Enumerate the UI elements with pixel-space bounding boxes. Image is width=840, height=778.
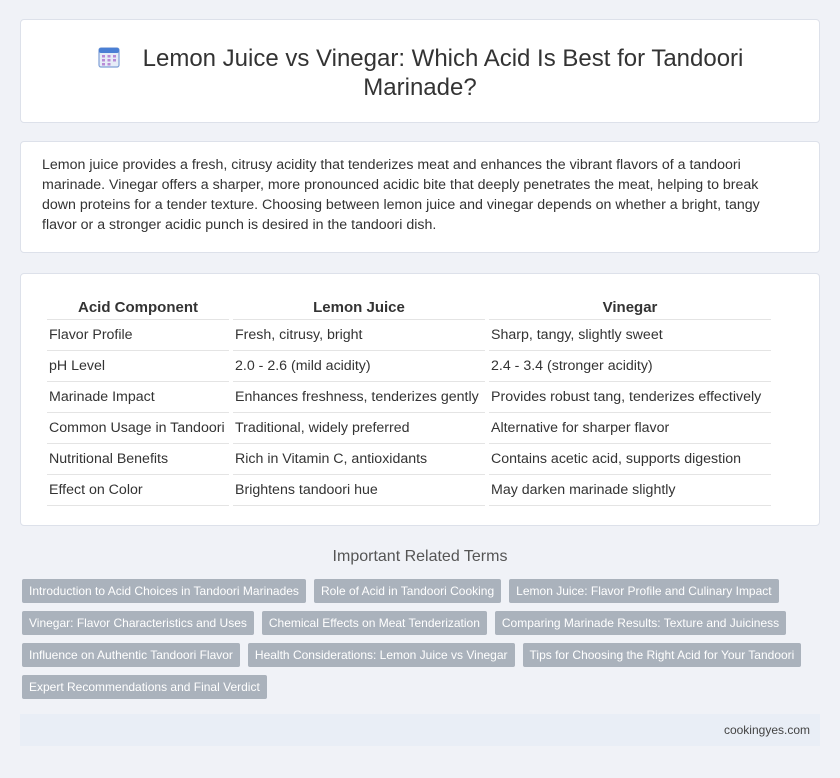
related-term-tag[interactable]: Lemon Juice: Flavor Profile and Culinary Impact: [509, 579, 778, 603]
related-terms-list: [22, 579, 818, 707]
comparison-card: [20, 273, 820, 526]
footer-site[interactable]: cookingyes.com: [723, 723, 810, 737]
table-row: [47, 413, 771, 444]
related-term-tag[interactable]: Comparing Marinade Results: Texture and Juiciness: [495, 611, 786, 635]
comparison-table: [43, 296, 775, 506]
table-cell: May darken marinade slightly: [489, 475, 771, 506]
table-header-cell: Acid Component: [47, 296, 229, 320]
intro-text: Lemon juice provides a fresh, citrusy acidity that tenderizes meat and enhances the vibrant flavors of a tandoori marinade. Vinegar offers a sharper, more pronounced acidic bite that deeply penetrates the meat, helping to break down proteins for a tender texture. Choosing between lemon juice and vinegar depends on whether a bright, tangy flavor or a stronger acidic punch is desired in the tandoori dish.: [42, 157, 760, 233]
table-row: [47, 382, 771, 413]
table-cell: Brightens tandoori hue: [233, 475, 485, 506]
footer: [20, 714, 820, 746]
table-row: [47, 320, 771, 351]
related-term-tag[interactable]: Tips for Choosing the Right Acid for Your Tandoori: [523, 643, 802, 667]
related-term-tag[interactable]: Health Considerations: Lemon Juice vs Vinegar: [248, 643, 515, 667]
table-cell: pH Level: [47, 351, 229, 382]
table-cell: Effect on Color: [47, 475, 229, 506]
page-title: Lemon Juice vs Vinegar: Which Acid Is Best for Tandoori Marinade?: [142, 45, 744, 101]
related-term-tag[interactable]: Introduction to Acid Choices in Tandoori Marinades: [22, 579, 306, 603]
table-cell: Enhances freshness, tenderizes gently: [233, 382, 485, 413]
intro-card: [20, 141, 820, 253]
table-cell: Sharp, tangy, slightly sweet: [489, 320, 771, 351]
header-card: [20, 19, 820, 123]
table-row: [47, 351, 771, 382]
table-cell: Fresh, citrusy, bright: [233, 320, 485, 351]
table-cell: 2.0 - 2.6 (mild acidity): [233, 351, 485, 382]
table-cell: 2.4 - 3.4 (stronger acidity): [489, 351, 771, 382]
table-header-row: [47, 296, 771, 320]
related-term-tag[interactable]: Vinegar: Flavor Characteristics and Uses: [22, 611, 254, 635]
table-cell: Common Usage in Tandoori: [47, 413, 229, 444]
table-cell: Traditional, widely preferred: [233, 413, 485, 444]
related-term-tag[interactable]: Influence on Authentic Tandoori Flavor: [22, 643, 240, 667]
related-term-tag[interactable]: Role of Acid in Tandoori Cooking: [314, 579, 501, 603]
related-terms-title: Important Related Terms: [332, 548, 508, 565]
table-header-cell: Vinegar: [489, 296, 771, 320]
table-cell: Nutritional Benefits: [47, 444, 229, 475]
table-row: [47, 444, 771, 475]
table-cell: Rich in Vitamin C, antioxidants: [233, 444, 485, 475]
table-cell: Flavor Profile: [47, 320, 229, 351]
table-cell: Provides robust tang, tenderizes effectively: [489, 382, 771, 413]
table-row: [47, 475, 771, 506]
table-cell: Contains acetic acid, supports digestion: [489, 444, 771, 475]
table-cell: Alternative for sharper flavor: [489, 413, 771, 444]
page-title-wrap: [21, 44, 819, 102]
related-term-tag[interactable]: Chemical Effects on Meat Tenderization: [262, 611, 487, 635]
table-cell: Marinade Impact: [47, 382, 229, 413]
table-header-cell: Lemon Juice: [233, 296, 485, 320]
calendar-icon: [97, 45, 121, 69]
related-term-tag[interactable]: Expert Recommendations and Final Verdict: [22, 675, 267, 699]
